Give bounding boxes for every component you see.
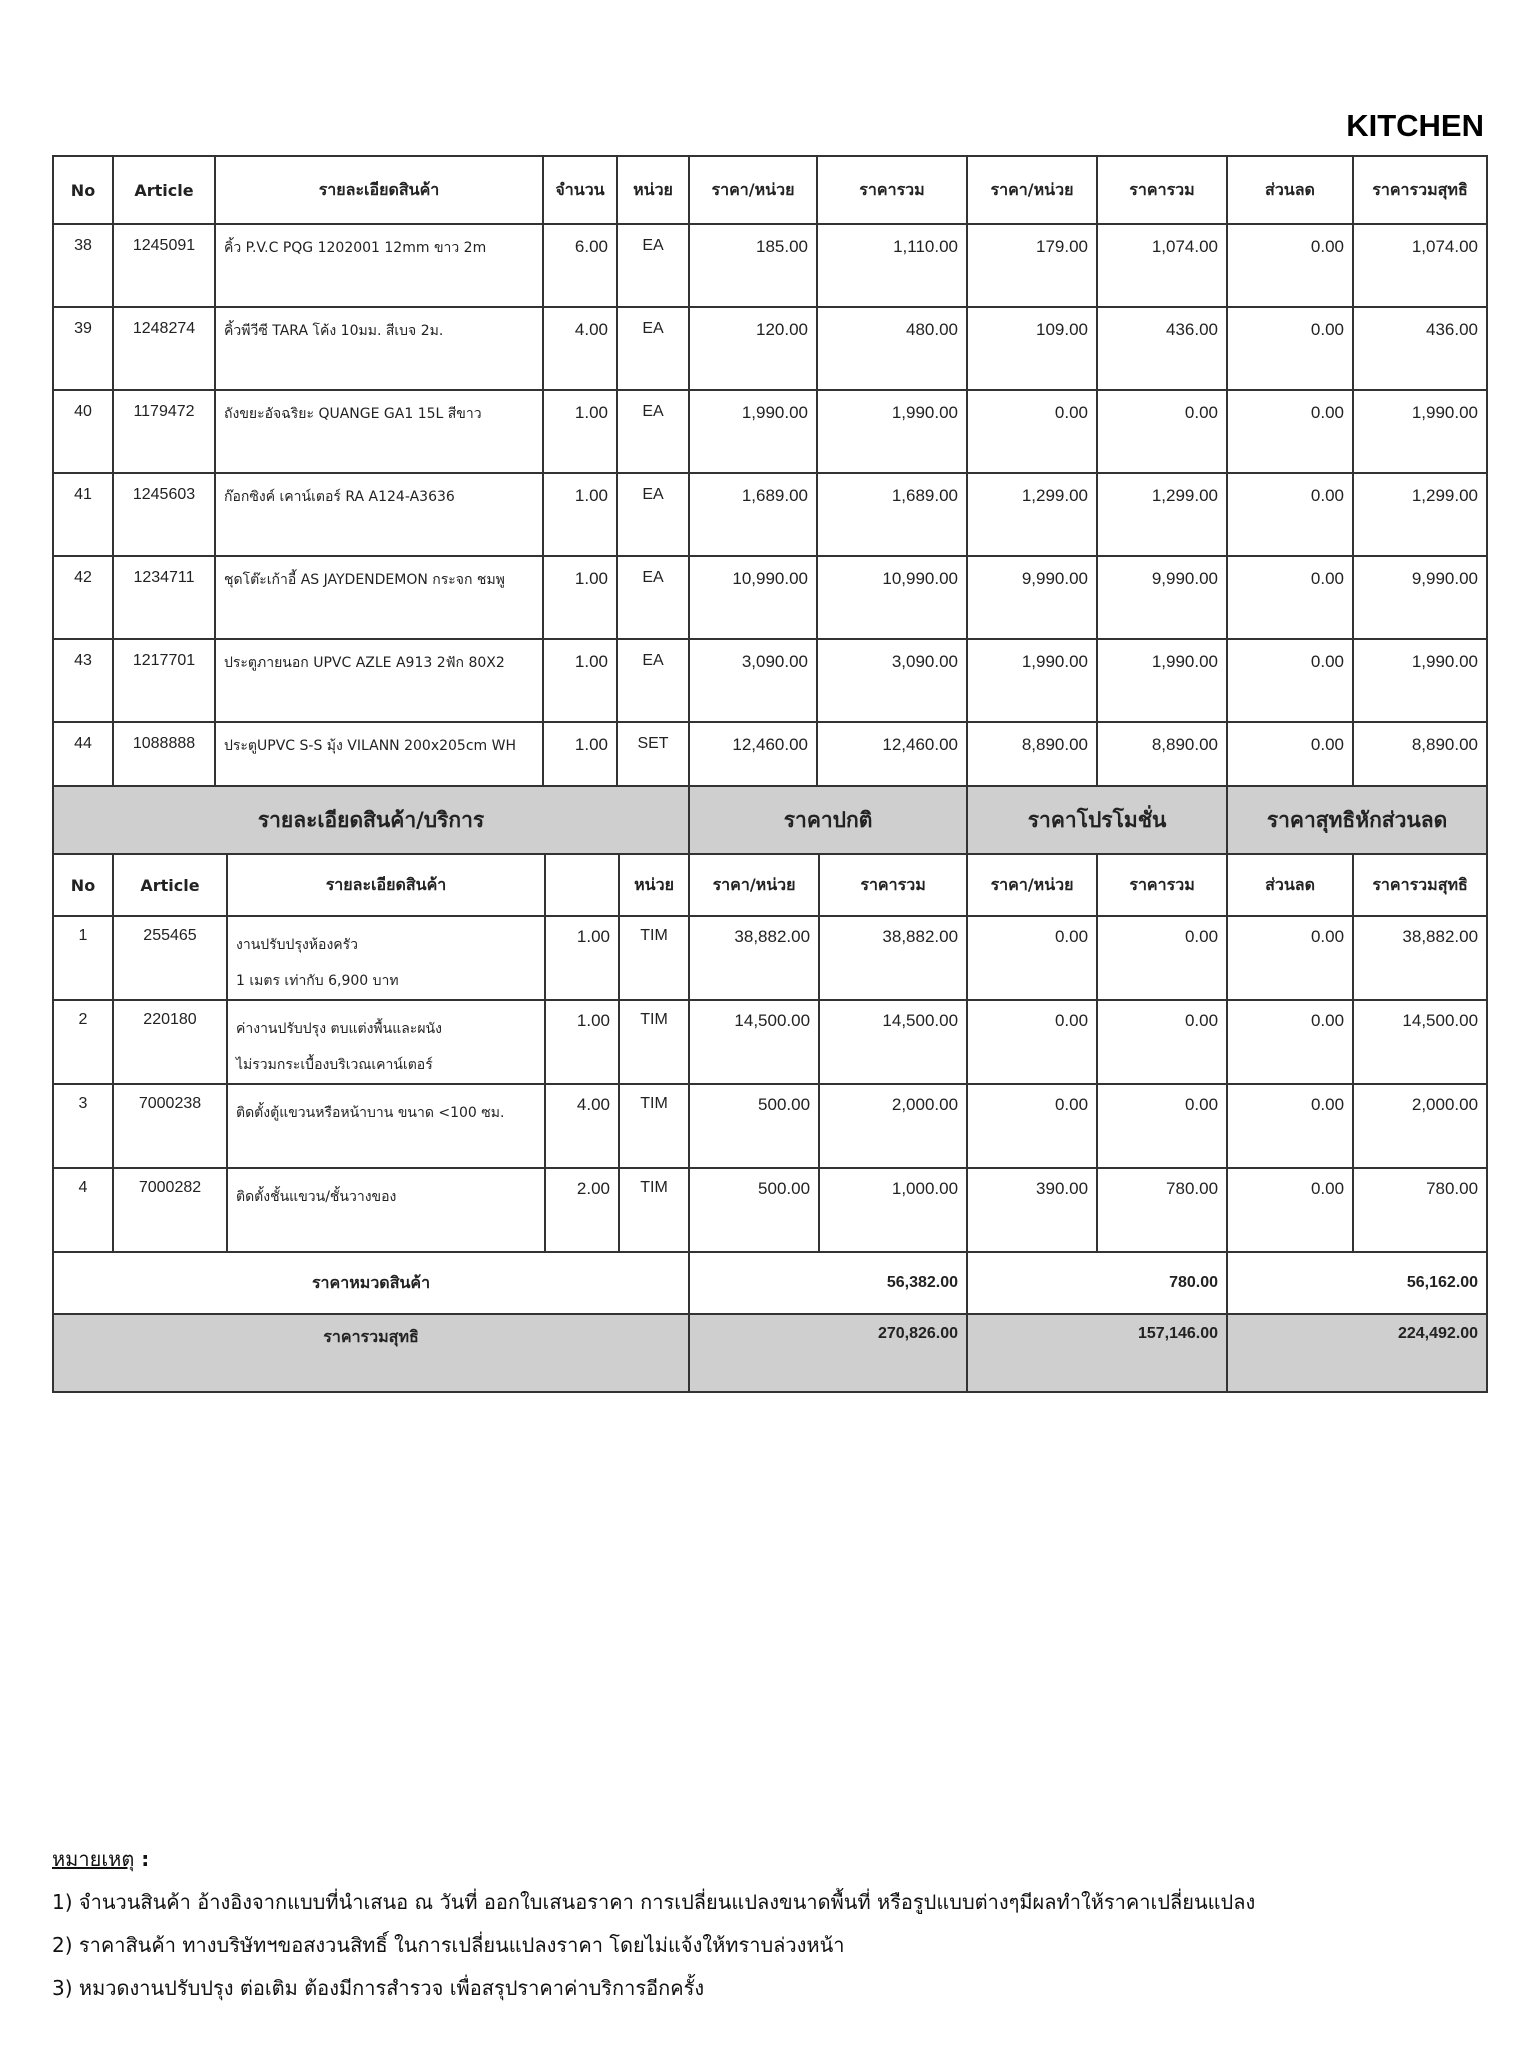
- col-article: Article: [113, 854, 227, 916]
- table-row: [53, 473, 1487, 556]
- col-total: ราคารวม: [819, 854, 967, 916]
- row-qty: 6.00: [543, 224, 617, 307]
- row-desc: ชุดโต๊ะเก้าอี้ AS JAYDENDEMON กระจก ชมพู: [215, 556, 543, 639]
- notes-heading-line: [52, 1838, 1255, 1881]
- row-desc: [227, 916, 545, 1000]
- note-line: 2) ราคาสินค้า ทางบริษัทฯขอสงวนสิทธิ์ ในการเปลี่ยนแปลงราคา โดยไม่แจ้งให้ทราบล่วงหน้า: [52, 1933, 845, 1957]
- row-discount: 0.00: [1227, 1168, 1353, 1252]
- row-price: 12,460.00: [689, 722, 817, 805]
- col-promo-total: ราคารวม: [1097, 156, 1227, 224]
- products-table: [52, 155, 1488, 868]
- row-unit: SET: [617, 722, 689, 805]
- row-desc-line1: ติดตั้งชั้นแขวน/ชั้นวางของ: [236, 1189, 397, 1205]
- row-net: 14,500.00: [1353, 1000, 1487, 1084]
- row-promo-price: 109.00: [967, 307, 1097, 390]
- row-unit: TIM: [619, 1168, 689, 1252]
- grand-total-label: ราคารวมสุทธิ: [53, 1314, 689, 1392]
- row-net: 436.00: [1353, 307, 1487, 390]
- row-price: 38,882.00: [689, 916, 819, 1000]
- row-desc: ถังขยะอัจฉริยะ QUANGE GA1 15L สีขาว: [215, 390, 543, 473]
- row-net: 9,990.00: [1353, 556, 1487, 639]
- notes-section: [52, 1838, 1255, 2010]
- row-price: 120.00: [689, 307, 817, 390]
- row-promo-total: 1,990.00: [1097, 639, 1227, 722]
- col-qty: จำนวน: [543, 156, 617, 224]
- col-discount: ส่วนลด: [1227, 156, 1353, 224]
- row-unit: EA: [617, 639, 689, 722]
- row-discount: 0.00: [1227, 224, 1353, 307]
- row-no: 2: [53, 1000, 113, 1084]
- row-promo-price: 9,990.00: [967, 556, 1097, 639]
- row-unit: TIM: [619, 1000, 689, 1084]
- col-desc: รายละเอียดสินค้า: [227, 854, 545, 916]
- row-price: 1,990.00: [689, 390, 817, 473]
- row-price: 3,090.00: [689, 639, 817, 722]
- table-row: [53, 916, 1487, 1000]
- col-desc: รายละเอียดสินค้า: [215, 156, 543, 224]
- row-desc-line1: ค่างานปรับปรุง ตบแต่งพื้นและผนัง: [236, 1021, 442, 1037]
- col-price: ราคา/หน่วย: [689, 854, 819, 916]
- col-unit: หน่วย: [617, 156, 689, 224]
- row-promo-total: 1,074.00: [1097, 224, 1227, 307]
- row-promo-total: 9,990.00: [1097, 556, 1227, 639]
- row-qty: 4.00: [543, 307, 617, 390]
- row-total: 3,090.00: [817, 639, 967, 722]
- subtotal-net: 56,162.00: [1227, 1252, 1487, 1314]
- row-article: 1217701: [113, 639, 215, 722]
- row-qty: 1.00: [543, 722, 617, 805]
- col-promo-price: ราคา/หน่วย: [967, 854, 1097, 916]
- row-net: 780.00: [1353, 1168, 1487, 1252]
- row-promo-total: 0.00: [1097, 916, 1227, 1000]
- services-subtotal-row: [53, 1252, 1487, 1314]
- row-discount: 0.00: [1227, 390, 1353, 473]
- table-row: [53, 1168, 1487, 1252]
- row-article: 255465: [113, 916, 227, 1000]
- row-net: 1,990.00: [1353, 390, 1487, 473]
- col-net: ราคารวมสุทธิ: [1353, 854, 1487, 916]
- row-no: 42: [53, 556, 113, 639]
- row-qty: 2.00: [545, 1168, 619, 1252]
- row-no: 38: [53, 224, 113, 307]
- row-no: 44: [53, 722, 113, 805]
- table-row: [53, 556, 1487, 639]
- row-article: 7000282: [113, 1168, 227, 1252]
- grand-total-promo: 157,146.00: [967, 1314, 1227, 1392]
- table-row: [53, 1000, 1487, 1084]
- row-article: 1245603: [113, 473, 215, 556]
- row-promo-price: 1,299.00: [967, 473, 1097, 556]
- group-desc: รายละเอียดสินค้า/บริการ: [53, 786, 689, 854]
- grand-total-net: 224,492.00: [1227, 1314, 1487, 1392]
- row-article: 1234711: [113, 556, 215, 639]
- row-discount: 0.00: [1227, 722, 1353, 805]
- row-promo-price: 0.00: [967, 1084, 1097, 1168]
- row-total: 2,000.00: [819, 1084, 967, 1168]
- note-line: 1) จำนวนสินค้า อ้างอิงจากแบบที่นำเสนอ ณ วันที่ ออกใบเสนอราคา การเปลี่ยนแปลงขนาดพื้นที่ หรือรูปแบบต่างๆมีผลทำให้ราคาเปลี่ยนแปลง: [52, 1890, 1256, 1914]
- row-discount: 0.00: [1227, 473, 1353, 556]
- row-unit: EA: [617, 224, 689, 307]
- row-total: 10,990.00: [817, 556, 967, 639]
- row-promo-total: 0.00: [1097, 1084, 1227, 1168]
- row-discount: 0.00: [1227, 1000, 1353, 1084]
- row-desc: ประตูภายนอก UPVC AZLE A913 2ฟัก 80X2: [215, 639, 543, 722]
- col-promo-total: ราคารวม: [1097, 854, 1227, 916]
- row-no: 4: [53, 1168, 113, 1252]
- col-promo-price: ราคา/หน่วย: [967, 156, 1097, 224]
- col-qty: [545, 854, 619, 916]
- row-net: 38,882.00: [1353, 916, 1487, 1000]
- row-desc: ประตูUPVC S-S มุ้ง VILANN 200x205cm WH: [215, 722, 543, 805]
- row-net: 1,074.00: [1353, 224, 1487, 307]
- row-qty: 1.00: [543, 390, 617, 473]
- row-price: 1,689.00: [689, 473, 817, 556]
- row-qty: 1.00: [545, 916, 619, 1000]
- row-desc: [227, 1084, 545, 1168]
- row-price: 14,500.00: [689, 1000, 819, 1084]
- row-price: 500.00: [689, 1168, 819, 1252]
- row-unit: EA: [617, 473, 689, 556]
- table-row: [53, 639, 1487, 722]
- row-article: 7000238: [113, 1084, 227, 1168]
- col-net: ราคารวมสุทธิ: [1353, 156, 1487, 224]
- group-promo: ราคาโปรโมชั่น: [967, 786, 1227, 854]
- row-promo-total: 0.00: [1097, 1000, 1227, 1084]
- row-unit: EA: [617, 390, 689, 473]
- row-promo-price: 1,990.00: [967, 639, 1097, 722]
- row-qty: 1.00: [545, 1000, 619, 1084]
- row-article: 220180: [113, 1000, 227, 1084]
- note-line: 3) หมวดงานปรับปรุง ต่อเติม ต้องมีการสำรวจ เพื่อสรุปราคาค่าบริการอีกครั้ง: [52, 1976, 705, 2000]
- row-no: 1: [53, 916, 113, 1000]
- row-price: 500.00: [689, 1084, 819, 1168]
- row-unit: EA: [617, 307, 689, 390]
- row-discount: 0.00: [1227, 307, 1353, 390]
- row-promo-total: 8,890.00: [1097, 722, 1227, 805]
- row-desc: คิ้ว P.V.C PQG 1202001 12mm ขาว 2m: [215, 224, 543, 307]
- services-group-row: [53, 786, 1487, 854]
- grand-total-regular: 270,826.00: [689, 1314, 967, 1392]
- row-qty: 1.00: [543, 556, 617, 639]
- row-qty: 1.00: [543, 473, 617, 556]
- row-promo-price: 390.00: [967, 1168, 1097, 1252]
- col-unit: หน่วย: [619, 854, 689, 916]
- col-no: No: [53, 156, 113, 224]
- subtotal-total: 56,382.00: [689, 1252, 967, 1314]
- row-desc-line2: 1 เมตร เท่ากับ 6,900 บาท: [236, 973, 399, 989]
- row-discount: 0.00: [1227, 556, 1353, 639]
- row-no: 40: [53, 390, 113, 473]
- row-article: 1245091: [113, 224, 215, 307]
- group-regular: ราคาปกติ: [689, 786, 967, 854]
- row-desc: [227, 1000, 545, 1084]
- row-total: 1,110.00: [817, 224, 967, 307]
- row-price: 10,990.00: [689, 556, 817, 639]
- row-discount: 0.00: [1227, 1084, 1353, 1168]
- row-promo-price: 0.00: [967, 390, 1097, 473]
- row-discount: 0.00: [1227, 916, 1353, 1000]
- row-net: 1,299.00: [1353, 473, 1487, 556]
- notes-heading: หมายเหตุ: [52, 1847, 135, 1871]
- col-article: Article: [113, 156, 215, 224]
- table-row: [53, 390, 1487, 473]
- row-qty: 4.00: [545, 1084, 619, 1168]
- row-total: 38,882.00: [819, 916, 967, 1000]
- page-title: KITCHEN: [1346, 108, 1484, 143]
- row-no: 3: [53, 1084, 113, 1168]
- row-total: 480.00: [817, 307, 967, 390]
- row-desc: คิ้วพีวีซี TARA โค้ง 10มม. สีเบจ 2ม.: [215, 307, 543, 390]
- col-no: No: [53, 854, 113, 916]
- row-discount: 0.00: [1227, 639, 1353, 722]
- row-no: 39: [53, 307, 113, 390]
- col-price: ราคา/หน่วย: [689, 156, 817, 224]
- row-total: 12,460.00: [817, 722, 967, 805]
- col-discount: ส่วนลด: [1227, 854, 1353, 916]
- products-header-row: [53, 156, 1487, 224]
- row-unit: TIM: [619, 1084, 689, 1168]
- row-promo-total: 1,299.00: [1097, 473, 1227, 556]
- row-unit: EA: [617, 556, 689, 639]
- services-table: [52, 785, 1488, 1393]
- row-promo-total: 436.00: [1097, 307, 1227, 390]
- row-article: 1179472: [113, 390, 215, 473]
- row-qty: 1.00: [543, 639, 617, 722]
- row-promo-price: 8,890.00: [967, 722, 1097, 805]
- row-promo-total: 0.00: [1097, 390, 1227, 473]
- group-net: ราคาสุทธิหักส่วนลด: [1227, 786, 1487, 854]
- grand-total-row: [53, 1314, 1487, 1392]
- subtotal-label: ราคาหมวดสินค้า: [53, 1252, 689, 1314]
- notes-colon: :: [134, 1847, 150, 1871]
- row-article: 1088888: [113, 722, 215, 805]
- table-row: [53, 1084, 1487, 1168]
- row-no: 43: [53, 639, 113, 722]
- row-desc-line1: งานปรับปรุงห้องครัว: [236, 937, 359, 953]
- row-desc-line1: ติดตั้งตู้แขวนหรือหน้าบาน ขนาด <100 ซม.: [236, 1105, 505, 1121]
- row-net: 1,990.00: [1353, 639, 1487, 722]
- row-unit: TIM: [619, 916, 689, 1000]
- row-total: 1,990.00: [817, 390, 967, 473]
- row-desc: [227, 1168, 545, 1252]
- row-desc-line2: ไม่รวมกระเบื้องบริเวณเคาน์เตอร์: [236, 1057, 433, 1073]
- row-promo-price: 0.00: [967, 916, 1097, 1000]
- col-total: ราคารวม: [817, 156, 967, 224]
- row-article: 1248274: [113, 307, 215, 390]
- row-total: 14,500.00: [819, 1000, 967, 1084]
- table-row: [53, 224, 1487, 307]
- row-promo-total: 780.00: [1097, 1168, 1227, 1252]
- row-net: 8,890.00: [1353, 722, 1487, 805]
- row-price: 185.00: [689, 224, 817, 307]
- row-total: 1,000.00: [819, 1168, 967, 1252]
- row-promo-price: 0.00: [967, 1000, 1097, 1084]
- services-header-row: [53, 854, 1487, 916]
- row-total: 1,689.00: [817, 473, 967, 556]
- table-row: [53, 307, 1487, 390]
- subtotal-promo: 780.00: [967, 1252, 1227, 1314]
- row-net: 2,000.00: [1353, 1084, 1487, 1168]
- row-desc: ก๊อกซิงค์ เคาน์เตอร์ RA A124-A3636: [215, 473, 543, 556]
- row-promo-price: 179.00: [967, 224, 1097, 307]
- row-no: 41: [53, 473, 113, 556]
